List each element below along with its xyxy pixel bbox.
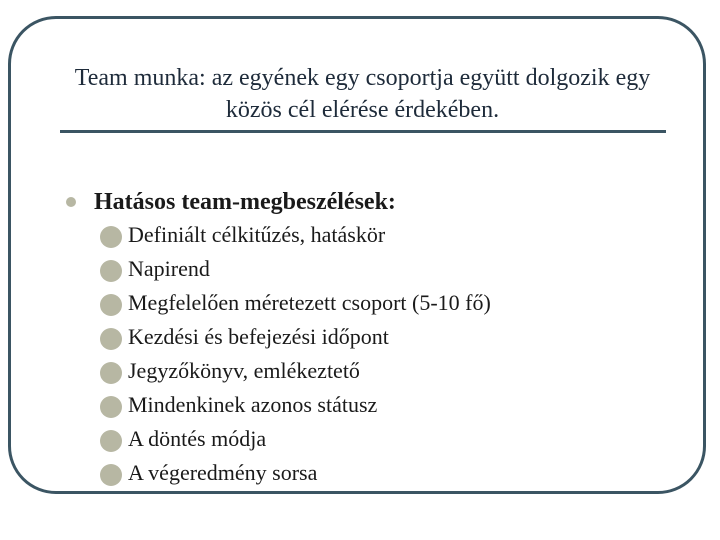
title-divider	[60, 130, 666, 133]
round-bullet-icon	[100, 430, 122, 452]
section-heading: Hatásos team-megbeszélések:	[94, 189, 396, 215]
list-item-label: A végeredmény sorsa	[128, 460, 318, 485]
round-bullet-icon	[100, 362, 122, 384]
list-item	[100, 254, 660, 288]
list-item	[100, 424, 660, 458]
round-bullet-icon	[66, 197, 76, 207]
list-item	[100, 458, 660, 492]
list-item-label: Jegyzőkönyv, emlékeztető	[128, 358, 360, 383]
sub-bullet-list	[100, 220, 660, 492]
list-item-label: Definiált célkitűzés, hatáskör	[128, 222, 386, 247]
list-item	[100, 220, 660, 254]
slide-title	[60, 62, 665, 126]
list-item	[100, 322, 660, 356]
round-bullet-icon	[100, 260, 122, 282]
round-bullet-icon	[100, 396, 122, 418]
round-bullet-icon	[100, 226, 122, 248]
list-item	[100, 288, 660, 322]
title-definition: : az egyének egy csoportja együtt dolgozik egy közös cél elérése érdekében.	[199, 65, 651, 123]
list-item-label: A döntés módja	[128, 426, 267, 451]
list-item-label: Mindenkinek azonos státusz	[128, 392, 378, 417]
list-item-label: Megfelelően méretezett csoport (5-10 fő)	[128, 290, 491, 315]
round-bullet-icon	[100, 464, 122, 486]
round-bullet-icon	[100, 294, 122, 316]
list-item	[100, 356, 660, 390]
round-bullet-icon	[100, 328, 122, 350]
list-item-label: Kezdési és befejezési időpont	[128, 324, 389, 349]
title-term: Team munka	[74, 65, 200, 91]
list-item	[100, 390, 660, 424]
list-item-label: Napirend	[128, 256, 210, 281]
